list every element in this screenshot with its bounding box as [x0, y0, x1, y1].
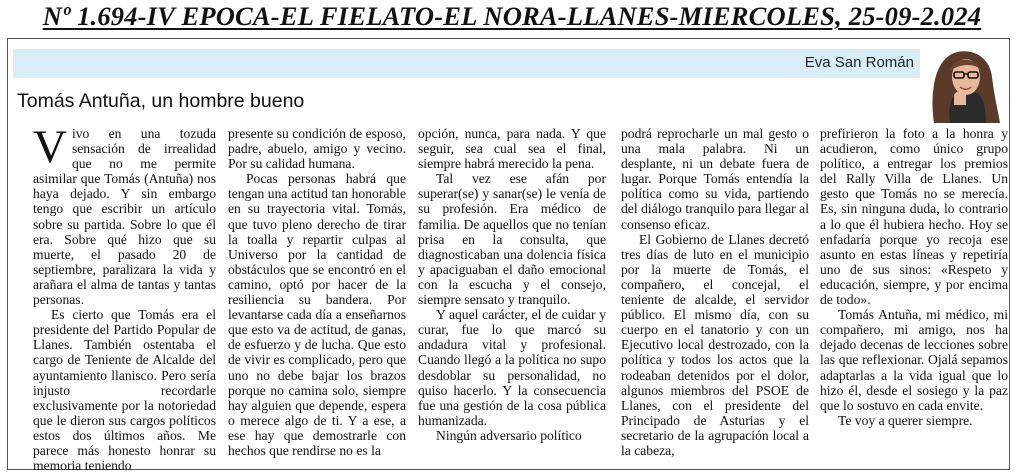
paragraph: Tomás Antuña, mi médico, mi compañero, mi amigo, nos ha dejado decenas de lecciones sobre las que reflexionar. Ojalá sepamos adaptarlas a la vida igual que lo hizo él, desde el sosiego y la paz que lo sostuvo en cada envite.: [820, 307, 1008, 413]
paragraph: prefirieron la foto a la honra y acudieron, como único grupo político, a entregar los premios del Rally Villa de Llanes. Un gesto que Tomás no se merecía. Es, sin ninguna duda, lo contrario a lo que él hubiera hecho. Hoy se enfadaría porque yo recoja ese asunto en estas líneas y repetiría uno de sus sinos: «Respeto y educación, siempre, y por encima de todo».: [820, 126, 1008, 308]
article-column-1: [33, 121, 216, 473]
author-portrait-icon: [920, 43, 1002, 123]
paragraph: El Gobierno de Llanes decretó tres días de luto en el municipio por la muerte de Tomás, el compañero, el concejal, el teniente de alcalde, el servidor público. El mismo día, con su cuerpo en el tanatorio y con un Ejecutivo local destrozado, con la política y todos los actos que la rodeaban detenidos por el dolor, algunos miembros del PSOE de Llanes, con el presidente del Principado de Asturias y el secretario de la agrupación local a la cabeza,: [621, 231, 809, 458]
masthead-text: Nº 1.694-IV EPOCA-EL FIELATO-EL NORA-LLANES-MIERCOLES, 25-09-2.024: [42, 1, 982, 31]
masthead: [0, 0, 1024, 34]
paragraph-text: ivo en una tozuda sensación de irrealidad que no me permite asimilar que Tomás (Antuña) nos haya dejado. Y sin embargo tengo que escribir un artículo sobre su partida. Sobre lo que él era. Sobre qué hizo que su muerte, el pasado 20 de septiembre, paralizara la vida y arañara el alma de tantas y tantas personas.: [33, 126, 216, 308]
paragraph: podrá reprocharle un mal gesto o una mala palabra. Ni un desplante, ni un debate fuera de lugar. Porque Tomás entendía la política como su vida, partiendo del diálogo tranquilo para llegar al consenso eficaz.: [621, 126, 809, 232]
paragraph: Pocas personas habrá que tengan una actitud tan honorable en su trayectoria vital. Tomás, que tuvo pleno derecho de tirar la toalla y repartir culpas al Universo por la cantidad de obstáculos que se encontró en el camino, optó por hacer de la resiliencia su bandera. Por levantarse cada día a enseñarnos que esto va de actitud, de ganas, de esfuerzo y de lucha. Que esto de vivir es complicado, pero que uno no debe bajar los brazos porque no camina solo, siempre hay alguien que depende, espera o merece algo de ti. Y a ese, a ese hay que demostrarle con hechos que rendirse no es la: [228, 171, 406, 458]
paragraph: Es cierto que Tomás era el presidente del Partido Popular de Llanes. También ostentaba el cargo de Teniente de Alcalde del ayuntamiento llanisco. Pero sería injusto recordarle exclusivamente por la notoriedad que le dieron sus cargos políticos estos dos últimos años. Me parece más honesto honrar su memoria teniendo: [33, 307, 216, 473]
byline-band: [13, 49, 920, 78]
article-headline: Tomás Antuña, un hombre bueno: [17, 90, 305, 112]
author-name: Eva San Román: [804, 54, 914, 71]
paragraph: [33, 121, 216, 308]
article-column-3: [418, 126, 606, 464]
paragraph: presente su condición de esposo, padre, abuelo, amigo y vecino. Por su calidad humana.: [228, 126, 406, 172]
paragraph: Tal vez ese afán por superar(se) y sanar(se) le venía de su profesión. Era médico de familia. De aquellos que no tenían prisa en la consulta, que diagnosticaban una dolencia física y apaciguaban el daño emocional con la escucha y el consejo, siempre sensato y tranquilo.: [418, 171, 606, 308]
article-column-5: [820, 126, 1008, 464]
article-column-2: [228, 126, 406, 464]
paragraph: Ningún adversario político: [436, 427, 582, 443]
drop-cap: V: [33, 121, 67, 173]
paragraph: opción, nunca, para nada. Y que seguir, sea cual sea el final, siempre habrá merecido la pena.: [418, 126, 606, 172]
paragraph: Y aquel carácter, el de cuidar y curar, fue lo que marcó su andadura vital y profesional. Cuando llegó a la política no supo desdoblar su personalidad, no quiso hacerlo. Y la consecuencia fue una gestión de la cosa pública humanizada.: [418, 307, 606, 428]
article-column-4: [621, 126, 809, 464]
paragraph: Te voy a querer siempre.: [838, 412, 973, 428]
